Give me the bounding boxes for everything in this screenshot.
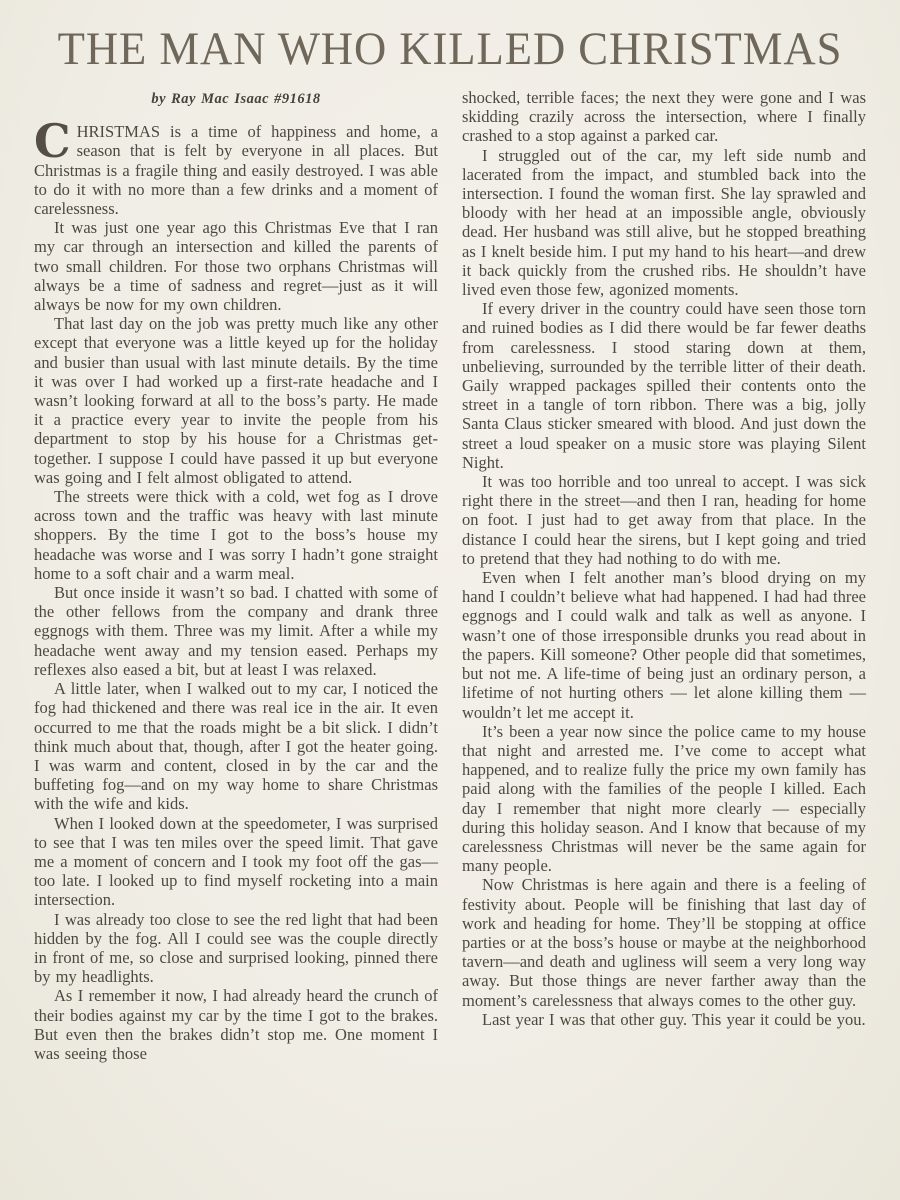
paragraph: The streets were thick with a cold, wet fog as I drove across town and the traffic was heavy with last minute shoppers. By the time I got to the boss’s house my headache was worse and I was sorry I hadn’t gone straight home to a soft chair and a warm meal.: [34, 487, 438, 583]
paragraph: But once inside it wasn’t so bad. I chatted with some of the other fellows from the company and drank three eggnogs with them. Three was my limit. After a while my headache went away and my tension eased. Perhaps my reflexes also eased a bit, but at least I was relaxed.: [34, 583, 438, 679]
byline: by Ray Mac Isaac #91618: [151, 91, 321, 107]
paragraph-opening: [34, 114, 438, 219]
paragraph: I was already too close to see the red light that had been hidden by the fog. All I could see was the couple directly in front of me, so close and surprised looking, pinned there by my headlights.: [34, 909, 438, 987]
first-paragraph-text: HRISTMAS is a time of happiness and home, a season that is felt by everyone in all places. But Christmas is a fragile thing and easily destroyed. I was able to do it with no more than a few drinks and a moment of carelessness.: [34, 122, 438, 219]
article-body: [0, 88, 900, 1063]
paragraph: That last day on the job was pretty much like any other except that everyone was a little keyed up for the holiday and busier than usual with last minute details. By the time it was over I had worked up a first-rate headache and I wasn’t looking forward at all to the boss’s party. He made it a practice every year to invite the people from his department to stop by his house for a Christmas get-together. I suppose I could have passed it up but everyone was going and I felt almost obligated to attend.: [34, 314, 438, 487]
paragraph: Last year I was that other guy. This year it could be you.: [482, 1009, 866, 1029]
paragraph: Even when I felt another man’s blood drying on my hand I couldn’t believe what had happened. I had had three eggnogs and I could walk and talk as well as anyone. I wasn’t one of those irresponsible drunks you read about in the papers. Kill someone? Other people did that sometimes, but not me. A life-time of being just an ordinary person, a lifetime of not hurting others — let alone killing them — wouldn’t let me accept it.: [462, 568, 866, 722]
paragraph-continuation: shocked, terrible faces; the next they were gone and I was skidding crazily across the intersection, where I finally crashed to a stop against a parked car.: [462, 88, 866, 146]
paragraph: If every driver in the country could have seen those torn and ruined bodies as I did there would be far fewer deaths from carelessness. I stood staring down at them, unbelieving, surrounded by the terrible litter of their death. Gaily wrapped packages spilled their contents onto the street in a tangle of torn ribbon. There was a big, jolly Santa Claus sticker smeared with blood. And just down the street a loud speaker on a music store was playing Silent Night.: [462, 299, 866, 472]
paragraph: It was just one year ago this Christmas Eve that I ran my car through an intersection and killed the parents of two small children. For those two orphans Christmas will always be a time of sadness and regret—just as it will always be now for my own children.: [34, 218, 438, 315]
article-title: THE MAN WHO KILLED CHRISTMAS: [57, 23, 843, 75]
paragraph: A little later, when I walked out to my car, I noticed the fog had thickened and there was real ice in the air. It even occurred to me that the roads might be a bit slick. I didn’t think much about that, though, after I got the heater going. I was warm and content, closed in by the car and the buffeting fog—and on my way home to share Christmas with the wife and kids.: [34, 679, 438, 814]
paragraph: Now Christmas is here again and there is a feeling of festivity about. People will be finishing that last day of work and heading for home. They’ll be stopping at office parties or at the boss’s house or maybe at the neighborhood tavern—and death and ugliness will seem a very long way away. But those things are never farther away than the moment’s carelessness that always comes to the other guy.: [462, 875, 866, 1010]
paragraph: I struggled out of the car, my left side numb and lacerated from the impact, and stumbled back into the intersection. I found the woman first. She lay sprawled and bloody with her head at an impossible angle, obviously dead. Her husband was still alive, but he stopped breathing as I knelt beside him. I put my hand to his heart—and drew it back quickly from the crushed ribs. He shouldn’t have lived even those few, agonized moments.: [462, 145, 866, 300]
left-column: [34, 88, 438, 1063]
paragraph: It was too horrible and too unreal to accept. I was sick right there in the street—and then I ran, heading for home on foot. I just had to get away from that place. In the distance I could hear the sirens, but I kept going and tried to pretend that they had nothing to do with me.: [462, 472, 866, 568]
drop-cap: C: [34, 114, 71, 169]
paragraph: As I remember it now, I had already heard the crunch of their bodies against my car by the time I got to the brakes. But even then the brakes didn’t stop me. One moment I was seeing those: [34, 986, 438, 1063]
right-column: [462, 88, 866, 1063]
paragraph: When I looked down at the speedometer, I was surprised to see that I was ten miles over the speed limit. That gave me a moment of concern and I took my foot off the gas—too late. I looked up to find myself rocketing into a main intersection.: [34, 813, 438, 910]
paragraph: It’s been a year now since the police came to my house that night and arrested me. I’ve come to accept what happened, and to realize fully the price my own family has paid along with the families of the people I killed. Each day I remember that night more clearly — especially during this holiday season. And I know that because of my carelessness Christmas will never be the same again for many people.: [462, 721, 866, 876]
